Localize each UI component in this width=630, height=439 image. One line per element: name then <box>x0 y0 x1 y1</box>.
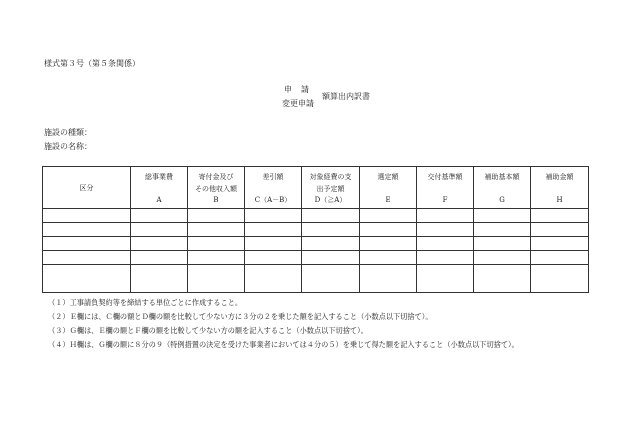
amount-cell[interactable] <box>188 251 245 265</box>
amount-cell[interactable] <box>474 223 531 237</box>
amount-cell[interactable] <box>360 223 417 237</box>
column-label: 総事業費 <box>145 173 173 181</box>
table-row <box>43 209 589 223</box>
note-item: （３）Ｇ欄は、Ｅ欄の額とＦ欄の額を比較して少ない方の額を記入すること（小数点以下切捨て）。 <box>48 326 368 335</box>
column-letter: F <box>442 196 448 204</box>
amount-cell[interactable] <box>188 223 245 237</box>
column-letter: B <box>213 196 219 204</box>
amount-cell[interactable] <box>131 209 188 223</box>
amount-cell[interactable] <box>474 209 531 223</box>
column-letter: D（≧A） <box>314 196 347 204</box>
note-item: （４）Ｈ欄は、Ｇ欄の額に８分の９（特例措置の決定を受けた事業者においては４分の５）を乗じて得た額を記入すること（小数点以下切捨て）。 <box>48 340 519 349</box>
column-label: 交付基準額 <box>427 173 463 181</box>
notes <box>48 296 519 352</box>
amount-cell[interactable] <box>531 209 589 223</box>
facility-type-label: 施設の種類： <box>44 128 92 137</box>
column-header <box>360 167 417 209</box>
amount-cell[interactable] <box>188 237 245 251</box>
amount-cell[interactable] <box>474 265 531 293</box>
amount-cell[interactable] <box>188 209 245 223</box>
breakdown-table <box>42 166 589 293</box>
row-header-label: 区分 <box>79 183 94 192</box>
row-category-cell[interactable] <box>43 209 131 223</box>
amount-cell[interactable] <box>131 223 188 237</box>
amount-cell[interactable] <box>302 251 360 265</box>
amount-cell[interactable] <box>245 251 302 265</box>
amount-cell[interactable] <box>417 223 474 237</box>
column-letter: C（A－B） <box>254 196 292 204</box>
row-header-cell <box>43 167 131 209</box>
column-label-2: その他収入額 <box>195 185 237 193</box>
amount-cell[interactable] <box>302 265 360 293</box>
title-suffix: 額算出内訳書 <box>322 92 370 101</box>
column-header <box>302 167 360 209</box>
row-category-cell[interactable] <box>43 237 131 251</box>
column-header <box>188 167 245 209</box>
amount-cell[interactable] <box>245 237 302 251</box>
column-label: 寄付金及び <box>198 173 234 181</box>
amount-cell[interactable] <box>531 237 589 251</box>
amount-cell[interactable] <box>417 251 474 265</box>
note-item: （２）Ｅ欄には、Ｃ欄の額とＤ欄の額を比較して少ない方に３分の２を乗じた額を記入すること（小数点以下切捨て）。 <box>48 312 433 321</box>
amount-cell[interactable] <box>360 265 417 293</box>
form-number: 様式第３号（第５条関係） <box>44 59 140 68</box>
amount-cell[interactable] <box>531 251 589 265</box>
column-header <box>531 167 589 209</box>
amount-cell[interactable] <box>188 265 245 293</box>
amount-cell[interactable] <box>131 265 188 293</box>
column-header <box>131 167 188 209</box>
row-category-cell[interactable] <box>43 251 131 265</box>
column-label: 補助基本額 <box>484 173 520 181</box>
table-header-row <box>43 167 589 209</box>
table-body <box>43 209 589 293</box>
column-header <box>417 167 474 209</box>
amount-cell[interactable] <box>245 265 302 293</box>
table-row <box>43 265 589 293</box>
title-application: 申請 <box>284 85 318 94</box>
amount-cell[interactable] <box>131 237 188 251</box>
amount-cell[interactable] <box>531 265 589 293</box>
amount-cell[interactable] <box>360 209 417 223</box>
amount-cell[interactable] <box>417 209 474 223</box>
amount-cell[interactable] <box>417 265 474 293</box>
table-row <box>43 223 589 237</box>
facility-name-label: 施設の名称： <box>44 142 92 151</box>
amount-cell[interactable] <box>131 251 188 265</box>
column-header <box>474 167 531 209</box>
note-item: （１）工事請負契約等を締結する単位ごとに作成すること。 <box>48 298 243 307</box>
column-label: 対象経費の支 <box>309 173 352 181</box>
row-category-cell[interactable] <box>43 265 131 293</box>
column-letter: A <box>156 196 162 204</box>
amount-cell[interactable] <box>245 209 302 223</box>
amount-cell[interactable] <box>360 237 417 251</box>
amount-cell[interactable] <box>531 223 589 237</box>
amount-cell[interactable] <box>302 237 360 251</box>
amount-cell[interactable] <box>474 251 531 265</box>
column-letter: G <box>499 196 505 204</box>
amount-cell[interactable] <box>417 237 474 251</box>
amount-cell[interactable] <box>245 223 302 237</box>
column-letter: H <box>556 196 563 204</box>
table-row <box>43 237 589 251</box>
column-label: 選定額 <box>377 173 399 181</box>
column-label: 補助金額 <box>545 173 574 181</box>
row-category-cell[interactable] <box>43 223 131 237</box>
column-letter: E <box>385 196 391 204</box>
amount-cell[interactable] <box>302 223 360 237</box>
table-row <box>43 251 589 265</box>
amount-cell[interactable] <box>302 209 360 223</box>
amount-cell[interactable] <box>360 251 417 265</box>
column-label-2: 出予定額 <box>316 185 345 193</box>
title-change-application: 変更申請 <box>282 99 314 108</box>
column-header <box>245 167 302 209</box>
column-label: 差引額 <box>262 173 284 181</box>
amount-cell[interactable] <box>474 237 531 251</box>
